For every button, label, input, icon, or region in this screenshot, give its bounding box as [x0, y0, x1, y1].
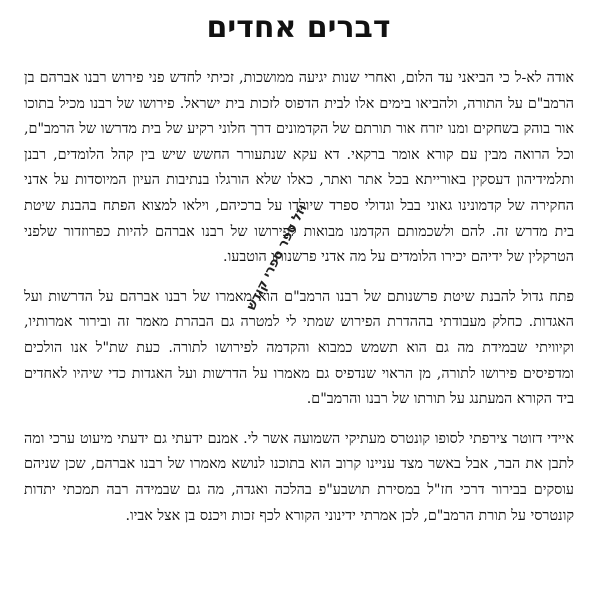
page-title: דברים אחדים [206, 10, 391, 45]
watermark-stamp: וזל ספר ספרי קודש [244, 201, 311, 313]
paragraph-1: אודה לא-ל כי הביאני עד הלום, ואחרי שנות יגיעה ממושכות, זכיתי לחדש פני פירוש רבנו אברהם בן הרמב"ם על התורה, ולהביאו בימים אלו לבית הדפוס לזכות בית ישראל. פירושו של רבנו מכיל בתוכו אור בוהק בשחקים ומנו יזרח אור תורתם של הקדמונים דרך חלוני רקיע של בית מדרשו של הרמב"ם, וכל הרואה מבין עם קורא אומר ברקאי. דא עקא שנתעורר החשש שיש בין קהל הלומדים, רבנן ותלמידיהון דעסקין באורייתא בכל אתר ואתר, כאלו שלא הורגלו בנתיבות העיון המיוסדות על אדני החקירה של קדמונינו גאוני בבל וגדולי ספרד שיולדו על ברכיהם, וילאו למצוא הפתח בהבנת שיטת בית מדרש זה. להם ולשכמותם הקדמנו מבואות לפירושו של רבנו אברהם להיות כפרוזדור שלפני הטרקלין של ידיהם יכירו הלומדים על מה אדני פרשנותו הוטבעו. [24, 70, 574, 266]
paragraph-2: פתח גדול להבנת שיטת פרשנותם של רבנו הרמב"ם הוא מאמרו של רבנו אברהם על הדרשות ועל האגדות. כחלק מעבודתי בההדרת הפירוש שמתי לי למטרה גם הבהרת מאמר זה ובירור אמרותיו, וקיוויתי שבמידת מה גם הוא תשמש כמבוא והקדמה לפירושו לתורה. כעת שת"ל אנו הולכים ומדפיסים פירושו לתורה, מן הראוי שנדפיס גם מאמרו על הדרשות ועל האגדות כדי שיהיו לאחדים ביד הקורא המעתנג על תורתו של רבנו והרמב"ם. [24, 288, 574, 408]
paragraph-3: איידי דזוטר צירפתי לסופו קונטרס מעתיקי השמועה אשר לי. אמנם ידעתי גם ידעתי מיעוט ערכי ומה לתבן את הבר, אבל באשר מצד עניינו קרוב הוא בתוכנו לנושא מאמרו של רבנו אברהם, שכן שניהם עוסקים בבירור דרכי חז"ל במסירת תושבע"פ בהלכה ואגדה, מה גם שבמידה רבה תמכתי יתדות קונטרסי על תורת הרמב"ם, לכן אמרתי ידינוני הקורא לכף זכות ויכנס בן אצל אביו. [24, 430, 574, 524]
document-body [24, 66, 574, 529]
